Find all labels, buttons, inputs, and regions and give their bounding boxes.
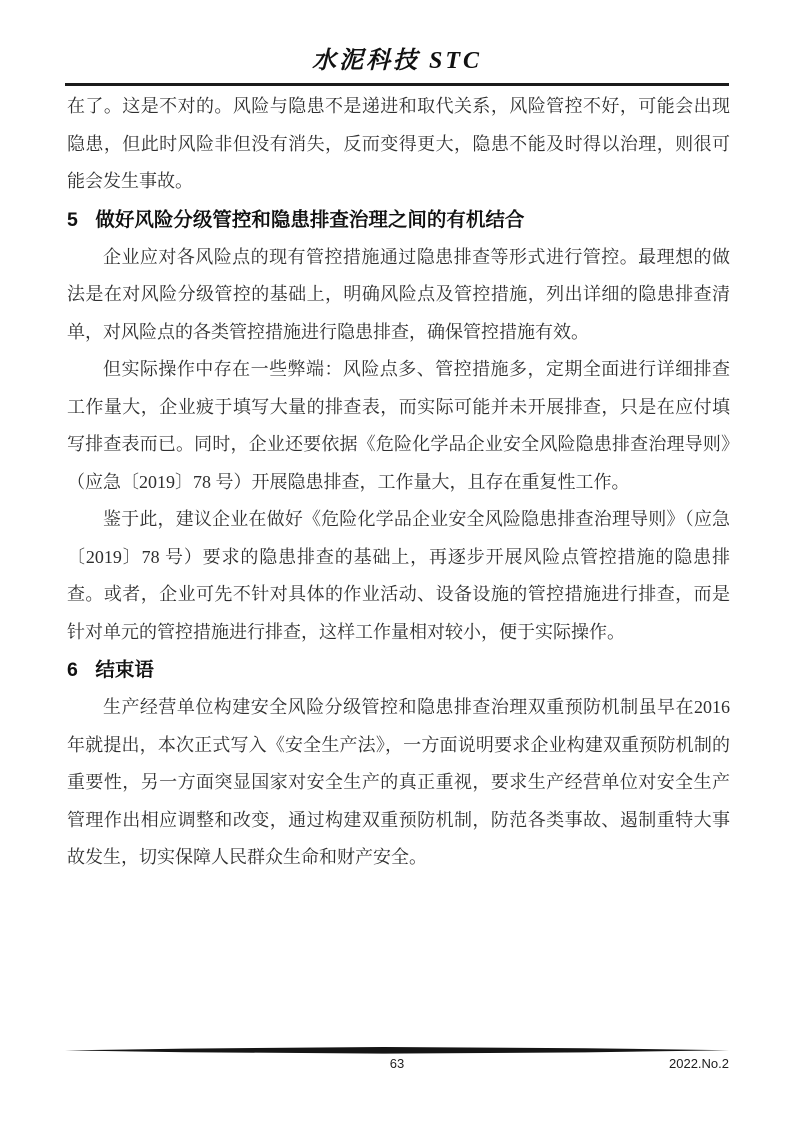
page-header: [65, 0, 729, 94]
section-5-paragraph-1: 企业应对各风险点的现有管控措施通过隐患排查等形式进行管控。最理想的做法是在对风险分级管控的基础上，明确风险点及管控措施，列出详细的隐患排查清单，对风险点的各类管控措施进行隐患排查，确保管控措施有效。: [67, 246, 730, 342]
footer-meta: [65, 1056, 729, 1076]
section-5-number: 5: [67, 208, 78, 231]
journal-title: 水泥科技 STC: [311, 48, 482, 74]
continuation-paragraph: 在了。这是不对的。风险与隐患不是递进和取代关系，风险管控不好，可能会出现隐患，但此时风险非但没有消失，反而变得更大，隐患不能及时得以治理，则很可能会发生事故。: [67, 96, 730, 191]
issue-label: 2022.No.2: [669, 1056, 729, 1071]
section-5-paragraph-2: 但实际操作中存在一些弊端：风险点多、管控措施多，定期全面进行详细排查工作量大，企业疲于填写大量的排查表，而实际可能并未开展排查，只是在应付填写排查表而已。同时，企业还要依据《危险化学品企业安全风险隐患排查治理导则》（应急〔2019〕78 号）开展隐患排查，工作量大，且存在重复性工作。: [67, 359, 730, 492]
section-6-title: 结束语: [95, 659, 154, 681]
header-rule: [65, 83, 729, 86]
section-5-title: 做好风险分级管控和隐患排查治理之间的有机结合: [95, 208, 525, 231]
section-6-paragraph-1: 生产经营单位构建安全风险分级管控和隐患排查治理双重预防机制虽早在2016 年就提出，本次正式写入《安全生产法》，一方面说明要求企业构建双重预防机制的重要性，另一方面突显国家对安全生产的真正重视，要求生产经营单位对安全生产管理作出相应调整和改变，通过构建双重预防机制，防范各类事故、遏制重特大事故发生，切实保障人民群众生命和财产安全。: [67, 697, 730, 867]
page-number: 63: [389, 1056, 405, 1071]
page-footer: [65, 1046, 729, 1076]
footer-tapered-rule: [65, 1046, 729, 1055]
section-5-paragraph-3: 鉴于此，建议企业在做好《危险化学品企业安全风险隐患排查治理导则》（应急〔2019〕78 号）要求的隐患排查的基础上，再逐步开展风险点管控措施的隐患排查。或者，企业可先不针对具体的作业活动、设备设施的管控措施进行排查，而是针对单元的管控措施进行排查，这样工作量相对较小，便于实际操作。: [67, 509, 730, 642]
document-body: [67, 88, 730, 877]
section-6-number: 6: [67, 659, 78, 681]
section-5-heading: [67, 201, 730, 239]
section-6-heading: [67, 651, 730, 689]
